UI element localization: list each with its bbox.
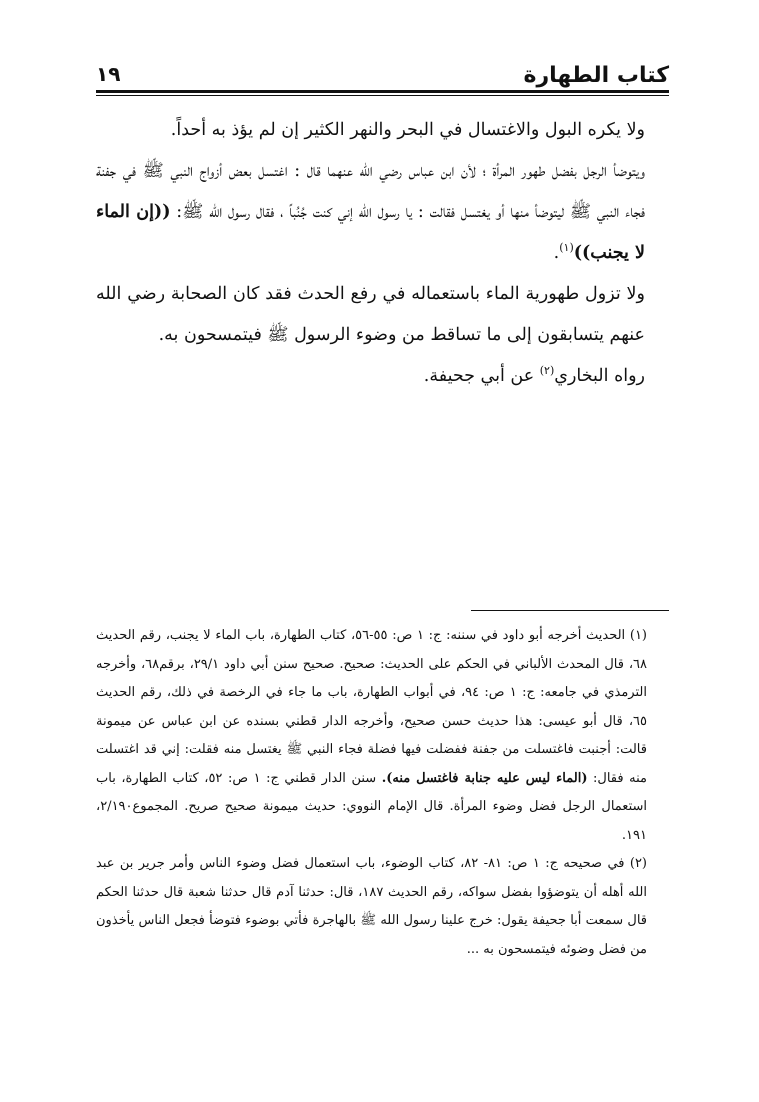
footnote-1-quote: (الماء ليس عليه جنابة فاغتسل منه). bbox=[381, 770, 588, 786]
footnote-ref-1[interactable]: (١) bbox=[559, 241, 574, 255]
paragraph-3: ولا تزول طهورية الماء باستعماله في رفع الحدث فقد كان الصحابة رضي الله عنهم يتسابقون إلى ما تساقط من وضوء الرسول ﷺ فيتمسحون به. bbox=[96, 284, 645, 345]
footnote-1 bbox=[96, 622, 669, 850]
paragraph-4 bbox=[96, 356, 669, 397]
running-title: كتاب الطهارة bbox=[523, 63, 669, 88]
footnote-separator bbox=[471, 610, 669, 611]
hadith-quote: ((إن الماء لا يجنب)) bbox=[96, 202, 645, 263]
paragraph-1: ولا يكره البول والاغتسال في البحر والنهر الكثير إن لم يؤذ به أحداً. bbox=[170, 120, 645, 140]
header-rule-thin bbox=[96, 95, 669, 96]
footnote-1-source: سنن الدار قطني ج: ١ ص: ٥٢، كتاب الطهارة، باب استعمال الرجل فضل وضوء المرأة. قال الإمام النووي: حديث ميمونة صحيح صريح. المجموع٢/١٩٠، ١٩١. bbox=[96, 770, 647, 843]
main-text bbox=[96, 110, 669, 397]
footnotes bbox=[96, 622, 669, 964]
paragraph-4-end: عن أبي جحيفة. bbox=[423, 366, 540, 386]
footnote-ref-2[interactable]: (٢) bbox=[539, 364, 555, 378]
page-number: ١٩ bbox=[96, 62, 121, 86]
paragraph-4-text: رواه البخاري bbox=[554, 366, 645, 386]
paragraph-2-end: . bbox=[553, 243, 560, 263]
page-header bbox=[96, 52, 669, 92]
header-rule-thick bbox=[96, 90, 669, 93]
paragraph-2-text: ويتوضأ الرجل بفضل طهور المرأة ؛ لأن ابن عباس رضي الله عنهما قال : اغتسل بعض أزواج النبي ﷺ في جفنة فجاء النبي ﷺ ليتوضأ منها أو يغتسل فقالت : يا رسول الله إني كنت جُنُباً ، فقال رسول الله ﷺ: bbox=[96, 161, 645, 222]
paragraph-2 bbox=[96, 151, 669, 274]
footnote-1-text: (١) الحديث أخرجه أبو داود في سننه: ج: ١ ص: ٥٥-٥٦، كتاب الطهارة، باب الماء لا يجنب، رقم الحديث ٦٨، قال المحدث الألباني في الحكم على الحديث: صحيح. صحيح سنن أبي داود ٢٩/١، برقم٦٨، وأخرجه الترمذي في جامعه: ج: ١ ص: ٩٤، في أبواب الطهارة، باب ما جاء في الرخصة في ذلك، رقم الحديث ٦٥، قال أبو عيسى: هذا حديث حسن صحيح، وأخرجه الدار قطني بسنده عن ابن عباس عن ميمونة قالت: أجنبت فاغتسلت من جفنة ففضلت فيها فضلة فجاء النبي ﷺ يغتسل منه فقلت: إني قد اغتسلت منه فقال: bbox=[96, 628, 647, 786]
footnote-2: (٢) في صحيحه ج: ١ ص: ٨١- ٨٢، كتاب الوضوء، باب استعمال فضل وضوء الناس وأمر جرير بن عبد الله أهله أن يتوضؤوا بفضل سواكه، رقم الحديث ١٨٧، قال: حدثنا آدم قال حدثنا شعبة قال حدثنا الحكم قال سمعت أبا جحيفة يقول: خرج علينا رسول الله ﷺ بالهاجرة فأتي بوضوء فتوضأ فجعل الناس يأخذون من فضل وضوئه فيتمسحون به ... bbox=[96, 856, 647, 957]
